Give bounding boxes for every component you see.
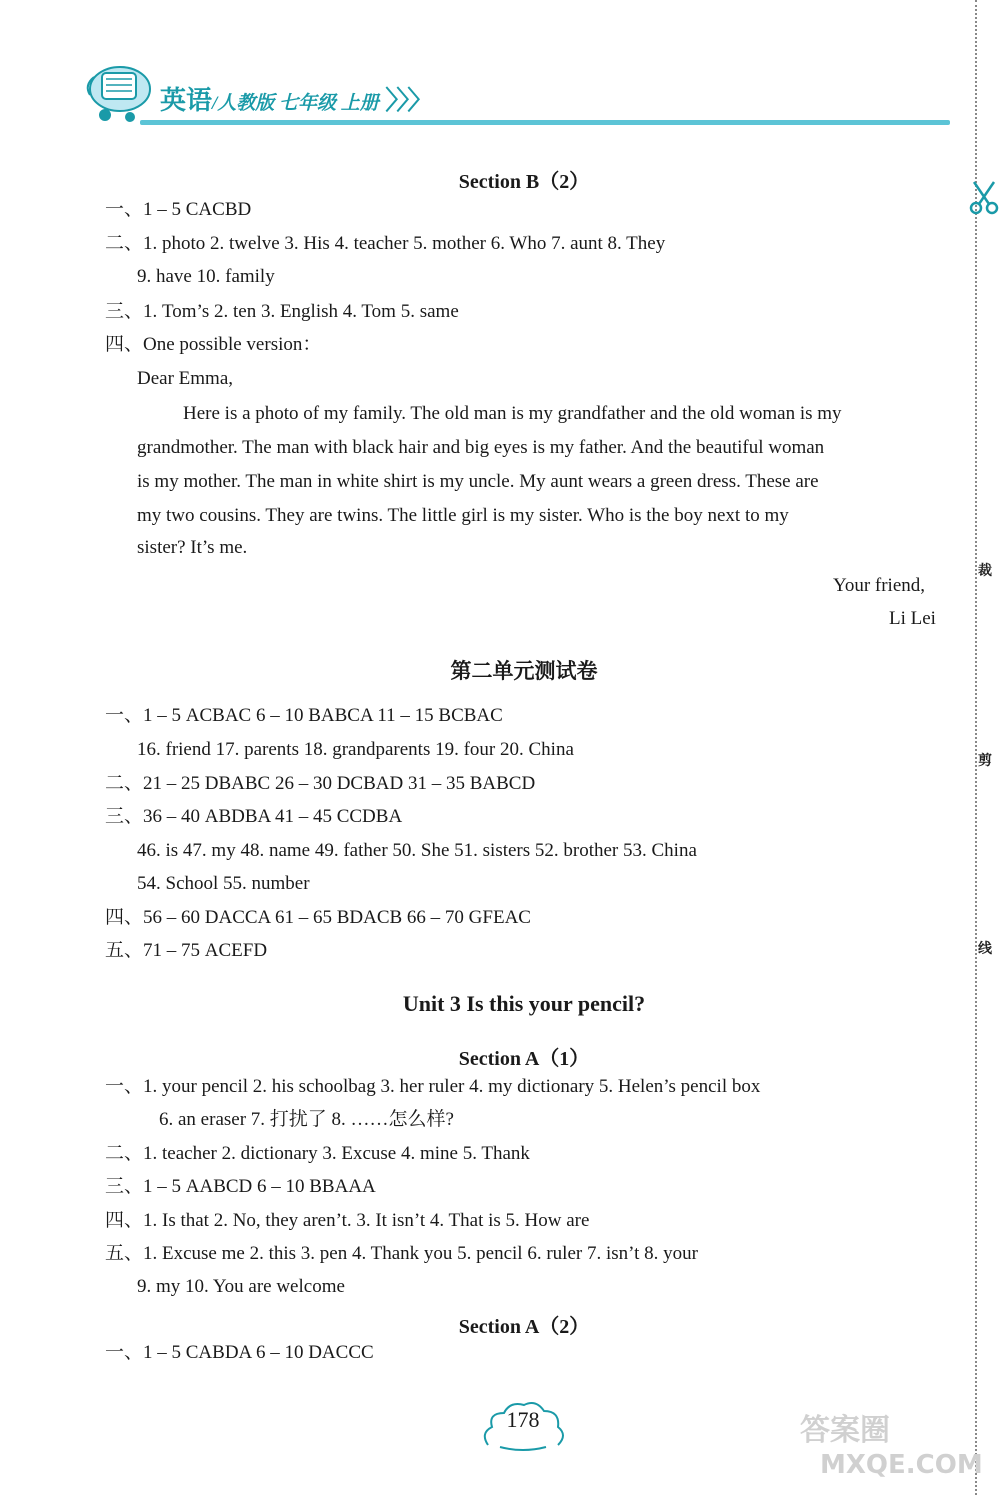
answer-line: 二、1. teacher 2. dictionary 3. Excuse 4. mine 5. Thank [105, 1143, 530, 1164]
header-rule [140, 120, 950, 125]
answer-line: 一、1 – 5 CABDA 6 – 10 DACCC [105, 1342, 374, 1363]
answer-line: 16. friend 17. parents 18. grandparents 19. four 20. China [137, 739, 574, 760]
answer-line: 五、1. Excuse me 2. this 3. pen 4. Thank you 5. pencil 6. ruler 7. isn’t 8. your [105, 1243, 698, 1264]
subject-label: 英语 [160, 86, 213, 115]
letter-line: my two cousins. They are twins. The little girl is my sister. Who is the boy next to my [137, 505, 789, 526]
answer-line: 三、36 – 40 ABDBA 41 – 45 CCDBA [105, 806, 403, 827]
unit-title: Unit 3 Is this your pencil? [402, 991, 646, 1016]
answer-line: 46. is 47. my 48. name 49. father 50. She 51. sisters 52. brother 53. China [137, 840, 697, 861]
cartoon-logo-icon [80, 55, 158, 125]
margin-label-scissors: 剪 [978, 753, 992, 769]
letter-greeting: Dear Emma, [137, 368, 234, 389]
letter-signature: Li Lei [889, 608, 936, 629]
answer-line: 四、One possible version： [105, 334, 322, 355]
section-title: Section A（2） [458, 1316, 590, 1338]
answer-line: 一、1. your pencil 2. his schoolbag 3. her ruler 4. my dictionary 5. Helen’s pencil box [105, 1076, 761, 1097]
answer-line: 四、1. Is that 2. No, they aren’t. 3. It isn’t 4. That is 5. How are [105, 1210, 590, 1231]
answer-line: 二、1. photo 2. twelve 3. His 4. teacher 5. mother 6. Who 7. aunt 8. They [105, 233, 666, 254]
edition-label: /人教版 七年级 上册 [212, 93, 379, 114]
answer-line: 9. have 10. family [137, 266, 275, 287]
margin-label-cut: 裁 [978, 563, 992, 579]
page-number [478, 1395, 568, 1455]
answer-line: 三、1. Tom’s 2. ten 3. English 4. Tom 5. same [105, 301, 459, 322]
answer-line: 四、56 – 60 DACCA 61 – 65 BDACB 66 – 70 GFEAC [105, 907, 531, 928]
answer-line: 五、71 – 75 ACEFD [105, 940, 268, 961]
letter-line: grandmother. The man with black hair and big eyes is my father. And the beautiful woman [137, 437, 825, 458]
scissors-icon [968, 178, 1000, 218]
header-title [160, 80, 431, 117]
cut-line [975, 0, 977, 1495]
answer-line: 一、1 – 5 ACBAC 6 – 10 BABCA 11 – 15 BCBAC [105, 705, 503, 726]
watermark-url: MXQE.COM [820, 1450, 983, 1480]
answer-line: 54. School 55. number [137, 873, 310, 894]
answer-line: 一、1 – 5 CACBD [105, 199, 252, 220]
unit-test-title: 第二单元测试卷 [450, 659, 598, 683]
answer-line: 6. an eraser 7. 打扰了 8. ……怎么样? [159, 1109, 454, 1130]
answer-line: 三、1 – 5 AABCD 6 – 10 BBAAA [105, 1176, 376, 1197]
page-number-text: 178 [506, 1407, 540, 1432]
letter-line: is my mother. The man in white shirt is my uncle. My aunt wears a green dress. These are [137, 471, 819, 492]
margin-label-line: 线 [978, 941, 992, 957]
letter-closing: Your friend, [833, 575, 926, 596]
answer-line: 9. my 10. You are welcome [137, 1276, 345, 1297]
answer-line: 二、21 – 25 DBABC 26 – 30 DCBAD 31 – 35 BABCD [105, 773, 536, 794]
chevron-icons: 〉〉〉 [385, 86, 432, 115]
section-title: Section B（2） [458, 171, 590, 193]
watermark-logo: 答案圈 [800, 1413, 890, 1448]
letter-line: sister? It’s me. [137, 537, 248, 558]
section-title: Section A（1） [458, 1048, 590, 1070]
letter-line: Here is a photo of my family. The old man is my grandfather and the old woman is my [183, 403, 842, 424]
